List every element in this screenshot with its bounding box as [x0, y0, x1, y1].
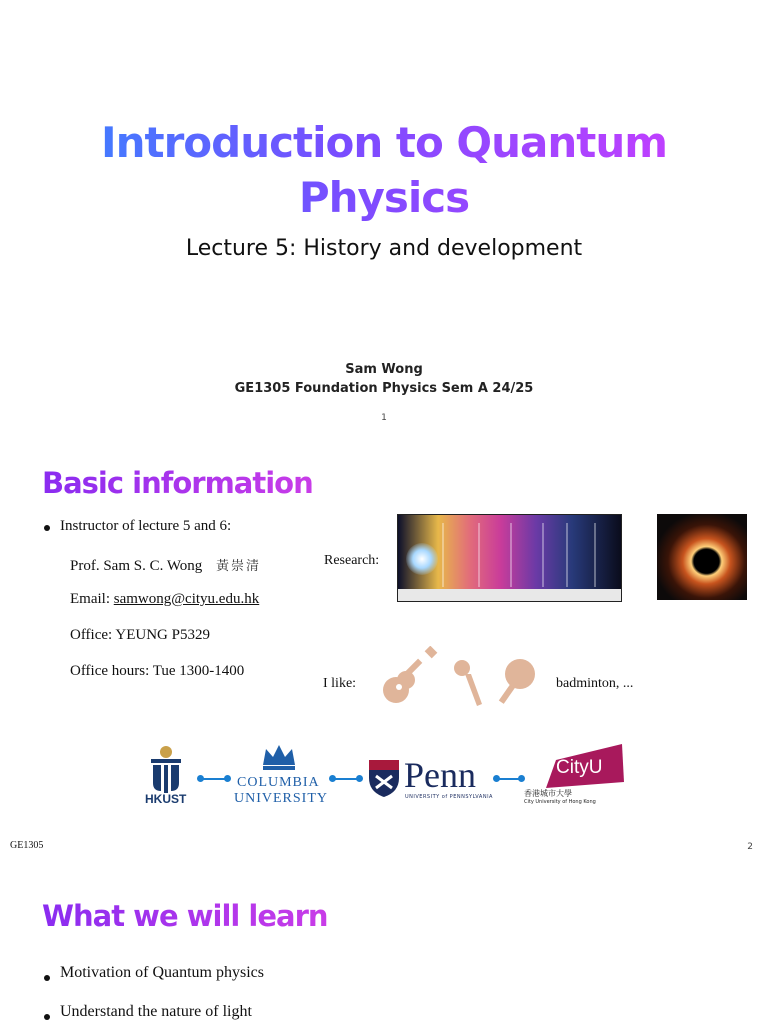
bullet-dot — [44, 525, 50, 531]
instructor-name: Prof. Sam S. C. Wong — [70, 558, 203, 574]
microphone-icon — [452, 658, 486, 708]
timeline-band — [594, 523, 596, 587]
penn-shield-icon — [367, 758, 401, 798]
hkust-label: HKUST — [145, 792, 187, 806]
course-info: GE1305 Foundation Physics Sem A 24/25 — [234, 381, 534, 396]
timeline-axis — [398, 589, 621, 601]
cityu-wordmark: CityU — [556, 757, 603, 778]
research-label: Research: — [324, 553, 380, 568]
ping-pong-paddle-icon — [498, 658, 540, 708]
learning-bullet: Motivation of Quantum physics — [60, 964, 264, 981]
arrow-icon — [200, 778, 228, 780]
timeline-band — [566, 523, 568, 587]
columbia-crown-icon — [260, 741, 298, 771]
instructor-name-row — [70, 555, 261, 575]
email-link[interactable]: samwong@cityu.edu.hk — [113, 591, 260, 607]
cityu-chinese-name: 香港城市大學 — [524, 789, 572, 798]
office-hours: Office hours: Tue 1300-1400 — [70, 663, 245, 679]
arrow-icon — [332, 778, 360, 780]
page-number: 1 — [381, 413, 387, 423]
basic-info-slide — [0, 436, 768, 868]
lecture-subtitle: Lecture 5: History and development — [185, 236, 583, 261]
email-label: Email: — [70, 591, 110, 607]
timeline-band — [510, 523, 512, 587]
author-name: Sam Wong — [345, 362, 423, 377]
title-slide — [0, 0, 768, 436]
columbia-line1: COLUMBIA — [237, 775, 320, 790]
instructor-intro: Instructor of lecture 5 and 6: — [60, 518, 232, 534]
slide-title-line1: Introduction to Quantum — [0, 115, 768, 171]
timeline-band — [478, 523, 480, 587]
universe-timeline-image — [397, 514, 622, 602]
columbia-line2: UNIVERSITY — [234, 791, 328, 806]
slide-heading: What we will learn — [42, 899, 328, 933]
penn-wordmark: Penn — [404, 755, 476, 795]
timeline-band — [442, 523, 444, 587]
office-location: Office: YEUNG P5329 — [70, 627, 210, 643]
slide-heading: Basic information — [42, 466, 313, 500]
bullet-dot — [44, 975, 50, 981]
bullet-dot — [44, 1014, 50, 1020]
email-row — [70, 591, 259, 608]
slide-title-line2: Physics — [0, 170, 768, 226]
big-bang-glow — [406, 543, 438, 575]
learning-outcomes-slide — [0, 868, 768, 1024]
cityu-subtitle: City University of Hong Kong — [524, 799, 596, 805]
guitar-icon — [378, 646, 440, 708]
page-number: 2 — [747, 842, 753, 852]
like-more: badminton, ... — [556, 676, 634, 691]
black-hole-image — [657, 514, 747, 600]
footer-course: GE1305 — [10, 840, 44, 851]
penn-subtitle: UNIVERSITY of PENNSYLVANIA — [405, 794, 493, 800]
learning-bullet: Understand the nature of light — [60, 1003, 252, 1020]
arrow-icon — [496, 778, 522, 780]
timeline-band — [542, 523, 544, 587]
instructor-name-chinese: 黃崇清 — [216, 558, 262, 573]
like-label: I like: — [323, 676, 357, 691]
